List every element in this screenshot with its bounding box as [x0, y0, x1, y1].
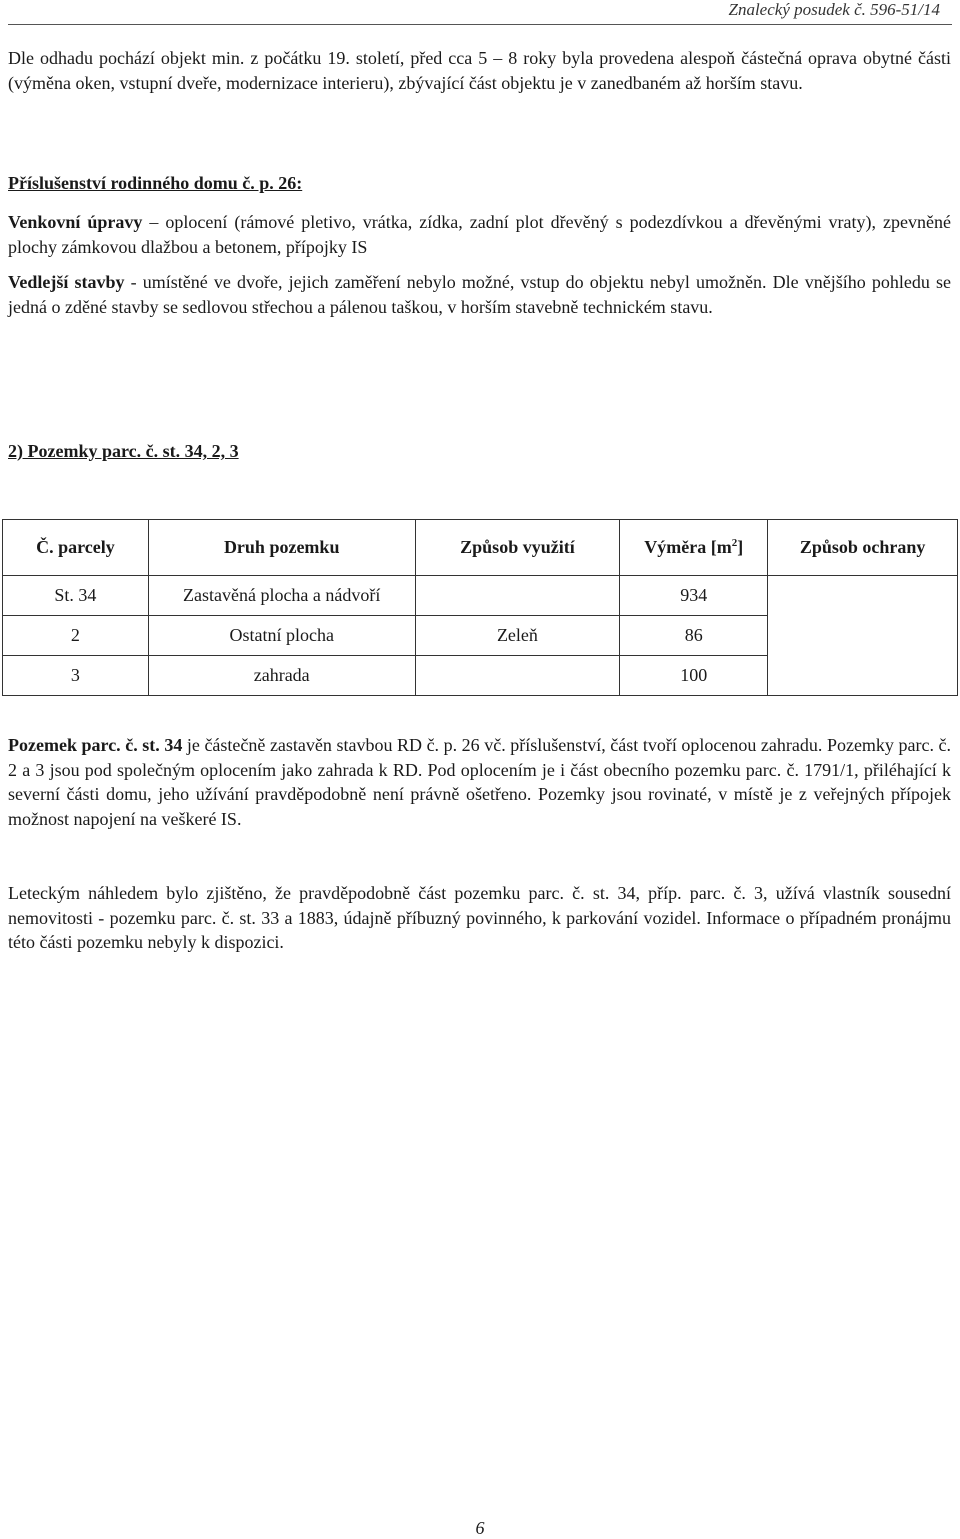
header-land-use: Způsob využití: [415, 520, 620, 576]
outdoor-label: Venkovní úpravy: [8, 212, 143, 232]
intro-paragraph: Dle odhadu pochází objekt min. z počátku 19. století, před cca 5 – 8 roky byla provedena alespoň částečná oprava obytné části (výměna oken, vstupní dveře, modernizace interieru), zbývající část objektu je v zanedbaném až horším stavu.: [8, 48, 951, 93]
cell-protection: [768, 576, 958, 616]
cell-parcel: 2: [3, 616, 149, 656]
table-header-row: [3, 520, 958, 576]
page-number: 6: [475, 1518, 485, 1538]
cell-type: zahrada: [148, 656, 415, 696]
cell-use: [415, 656, 620, 696]
table-row: [3, 616, 958, 656]
secondary-buildings-paragraph: [8, 270, 951, 319]
aerial-view-paragraph: Leteckým náhledem bylo zjištěno, že pravděpodobně část pozemku parc. č. st. 34, příp. parc. č. 3, užívá vlastník sousední nemovitosti - pozemku parc. č. st. 33 a 1883, údajně příbuzný povinného, k parkování vozidel. Informace o případném pronájmu této části pozemku nebyly k dispozici.: [8, 883, 951, 952]
cell-type: Ostatní plocha: [148, 616, 415, 656]
header-area: Výměra $[m^2]$: [620, 520, 768, 576]
header-parcel-number: Č. parcely: [3, 520, 149, 576]
cell-area: 100: [620, 656, 768, 696]
accessories-heading: Příslušenství rodinného domu č. p. 26:: [8, 173, 303, 193]
cell-use: [415, 576, 620, 616]
header-land-type: Druh pozemku: [148, 520, 415, 576]
page-header: [8, 0, 952, 25]
document-title: Znalecký posudek č. 596-51/14: [728, 0, 940, 19]
cell-protection: [768, 656, 958, 696]
cell-area: 934: [620, 576, 768, 616]
cell-area: 86: [620, 616, 768, 656]
secondary-text: - umístěné ve dvoře, jejich zaměření nebylo možné, vstup do objektu nebyl umožněn. Dle vnějšího pohledu se jedná o zděné stavby se sedlovou střechou a pálenou taškou, v horším stavebně technickém stavu.: [8, 272, 951, 317]
parcels-table: [2, 519, 958, 696]
outdoor-text: – oplocení (rámové pletivo, vrátka, zídka, zadní plot dřevěný s podezdívkou a dřevěnými vraty), zpevněné plochy zámkovou dlažbou a betonem, přípojky IS: [8, 212, 951, 257]
cell-type: Zastavěná plocha a nádvoří: [148, 576, 415, 616]
land-description-text: je částečně zastavěn stavbou RD č. p. 26 vč. příslušenství, část tvoří oplocenou zahradu. Pozemky parc. č. 2 a 3 jsou pod společným oplocením jako zahrada k RD. Pod oplocením je i část obecního pozemku parc. č. 1791/1, přiléhající k severní části domu, jeho užívání pravděpodobně není právně ošetřeno. Pozemky jsou rovinaté, v místě je z veřejných přípojek možnost napojení na veškeré IS.: [8, 735, 952, 829]
cell-parcel: 3: [3, 656, 149, 696]
land-heading: 2) Pozemky parc. č. st. 34, 2, 3: [8, 441, 239, 461]
header-protection: Způsob ochrany: [768, 520, 958, 576]
table-row: [3, 576, 958, 616]
cell-protection: [768, 616, 958, 656]
outdoor-paragraph: [8, 210, 951, 259]
cell-use: Zeleň: [415, 616, 620, 656]
table-row: [3, 656, 958, 696]
cell-parcel: St. 34: [3, 576, 149, 616]
land-description-label: Pozemek parc. č. st. 34: [8, 735, 183, 755]
secondary-label: Vedlejší stavby: [8, 272, 125, 292]
land-description-paragraph: [8, 733, 951, 831]
